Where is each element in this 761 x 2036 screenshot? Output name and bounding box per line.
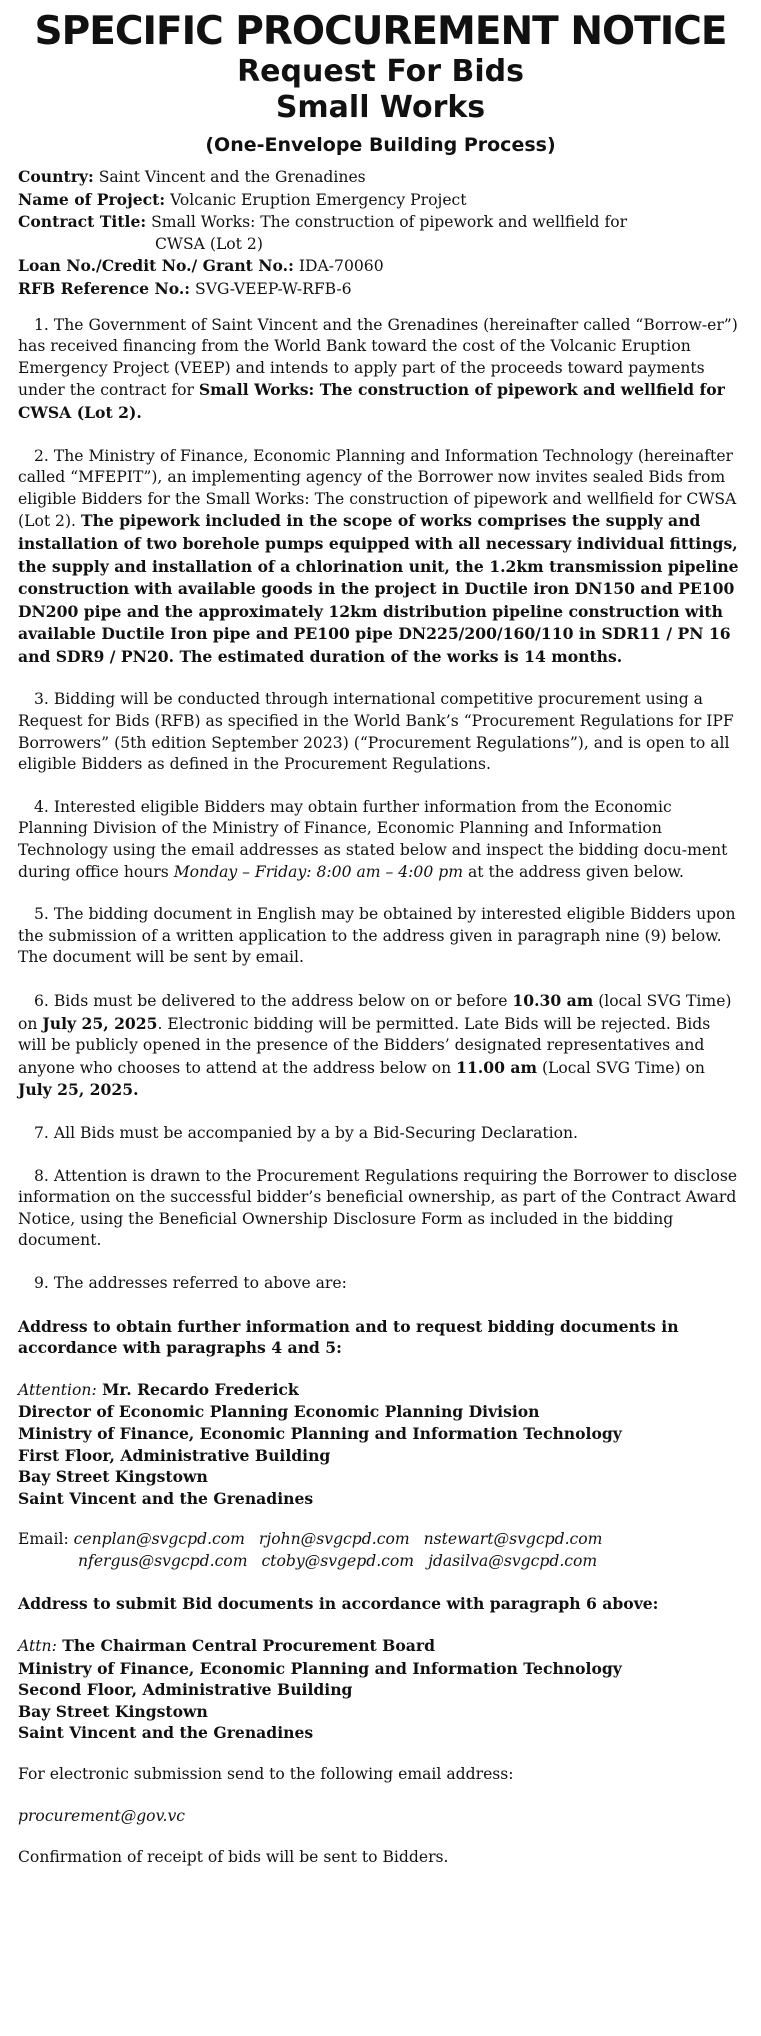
- procurement-email[interactable]: [18, 1806, 743, 1828]
- electronic-submission-text: For electronic submission send to the following email address:: [18, 1765, 514, 1784]
- paragraph-9: 9. The addresses referred to above are:: [34, 1273, 347, 1292]
- address-2-line-2: Second Floor, Administrative Building: [18, 1680, 353, 1700]
- address-2-line-1: Ministry of Finance, Economic Planning and Information Technology: [18, 1658, 622, 1678]
- paragraph-8: 8. Attention is drawn to the Procurement Regulations requiring the Borrower to disclose information on the successful bidder’s beneficial ownership, as part of the Contract Award Notice, using the Beneficial Ownership Disclosure Form as included in the bidding document.: [18, 1166, 738, 1250]
- paragraph-2: [18, 446, 743, 669]
- loan-value: IDA-70060: [298, 257, 384, 276]
- email-link[interactable]: nstewart@svgcpd.com: [423, 1530, 603, 1549]
- project-label: Name of Project:: [18, 189, 166, 209]
- address-1-line-2: Ministry of Finance, Economic Planning and Information Technology: [18, 1423, 622, 1443]
- paragraph-2-text: 2. The Ministry of Finance, Economic Planning and Information Technology (hereinafter called “MFEPIT”), an implementing agency of the Borrower now invites sealed Bids from eligible Bidders for the Small Works: The construction of pipework and wellfield for CWSA (Lot 2).: [18, 446, 737, 531]
- loan-label: Loan No./Credit No./ Grant No.:: [18, 256, 294, 276]
- paragraph-3: 3. Bidding will be conducted through international competitive procurement using a Request for Bids (RFB) as specified in the World Bank’s “Procurement Regulations for IPF Borrowers” (5th edition September 2023) (“Procurement Regulations”), and is open to all eligible Bidders as defined in the Procurement Regulations.: [18, 690, 734, 774]
- paragraph-6-b: (local SVG Time) on: [18, 992, 732, 1033]
- paragraph-5: 5. The bidding document in English may be obtained by interested eligible Bidders upon the submission of a written application to the address given in paragraph nine (9) below. The document will be sent by email.: [18, 905, 736, 967]
- email-link[interactable]: cenplan@svgcpd.com: [73, 1530, 245, 1549]
- address-1-attention: [18, 1379, 743, 1402]
- paragraph-4-tail: at the address given below.: [463, 862, 684, 881]
- paragraph-1: [18, 315, 743, 425]
- submission-time: 10.30 am: [512, 991, 594, 1010]
- country-label: Country:: [18, 167, 94, 186]
- bidding-process-label: (One-Envelope Building Process): [205, 134, 556, 156]
- rfb-row: [18, 278, 743, 301]
- paragraph-7: 7. All Bids must be accompanied by a by a Bid-Securing Declaration.: [34, 1123, 579, 1142]
- paragraph-4: [18, 797, 743, 883]
- email-link[interactable]: rjohn@svgcpd.com: [258, 1530, 410, 1549]
- address-1-line-5: Saint Vincent and the Grenadines: [18, 1488, 314, 1508]
- submission-date: July 25, 2025: [42, 1013, 158, 1033]
- attn-name: The Chairman Central Procurement Board: [62, 1636, 435, 1656]
- attn-label: Attn:: [18, 1637, 57, 1656]
- address-2-block: [18, 1635, 743, 1744]
- address-1-line-1: Director of Economic Planning Economic Planning Division: [18, 1402, 540, 1422]
- contract-row-continued: [18, 234, 743, 256]
- email-contacts-second-line: [18, 1551, 743, 1573]
- address-1-block: [18, 1379, 743, 1510]
- opening-date: July 25, 2025.: [18, 1080, 139, 1100]
- procurement-notice-page: [8, 8, 753, 2020]
- email-link[interactable]: ctoby@svgepd.com: [261, 1551, 415, 1570]
- address-1-heading: Address to obtain further information and to request bidding documents in accordance with paragraphs 4 and 5:: [18, 1316, 679, 1358]
- attention-label: Attention:: [18, 1380, 97, 1399]
- paragraph-6-a: 6. Bids must be delivered to the address below on or before: [34, 992, 513, 1010]
- office-hours: Monday – Friday: 8:00 am – 4:00 pm: [173, 862, 463, 881]
- notice-subtitle-rfb: Request For Bids: [237, 54, 524, 89]
- email-contacts: [18, 1529, 743, 1572]
- confirmation-text: Confirmation of receipt of bids will be sent to Bidders.: [18, 1848, 449, 1867]
- paragraph-2-scope: The pipework included in the scope of works comprises the supply and installation of two borehole pumps equipped with all necessary individual fittings, the supply and installation of a chlorination unit, the 1.2km transmission pipeline construction with available goods in the project in Ductile iron DN150 and PE100 DN200 pipe and the approximately 12km distribution pipeline construction with available Ductile Iron pipe and PE100 pipe DN225/200/160/110 in SDR11 / PN 16 and SDR9 / PN20. The estimated duration of the works is 14 months.: [18, 511, 739, 666]
- contract-row: [18, 211, 743, 234]
- rfb-label: RFB Reference No.:: [18, 278, 191, 298]
- address-2-heading: Address to submit Bid documents in accordance with paragraph 6 above:: [18, 1594, 659, 1614]
- contract-value-line1: Small Works: The construction of pipework and wellfield for: [151, 213, 628, 232]
- contract-label: Contract Title:: [18, 212, 147, 232]
- paragraph-6: [18, 990, 743, 1102]
- paragraph-1-contract-title: Small Works: The construction of pipework and wellfield for CWSA (Lot 2).: [18, 380, 725, 422]
- paragraph-6-d: (Local SVG Time) on: [536, 1058, 705, 1077]
- opening-time: 11.00 am: [456, 1057, 537, 1077]
- address-1-line-3: First Floor, Administrative Building: [18, 1445, 331, 1465]
- procurement-email-link[interactable]: procurement@gov.vc: [18, 1806, 186, 1825]
- paragraph-6-c: . Electronic bidding will be permitted. Late Bids will be rejected. Bids will be publicly opened in the presence of the Bidders’ designated representatives and anyone who chooses to attend at the address below on: [18, 1014, 711, 1077]
- country-value: Saint Vincent and the Grenadines: [98, 168, 366, 186]
- contract-value-line2: CWSA (Lot 2): [155, 234, 263, 253]
- project-row: [18, 189, 743, 212]
- paragraph-4-text: 4. Interested eligible Bidders may obtain further information from the Economic Planning Division of the Ministry of Finance, Economic Planning and Information Technology using the email addresses as stated below and inspect the bidding docu-ment during office hours: [18, 797, 728, 881]
- address-2-line-4: Saint Vincent and the Grenadines: [18, 1723, 314, 1743]
- address-1-line-4: Bay Street Kingstown: [18, 1467, 208, 1487]
- paragraph-1-text: 1. The Government of Saint Vincent and the Grenadines (hereinafter called “Borrow-er”) has received financing from the World Bank toward the cost of the Volcanic Eruption Emergency Project (VEEP) and intends to apply part of the proceeds toward payments under the contract for: [18, 315, 738, 400]
- loan-row: [18, 255, 743, 278]
- address-2-attention: [18, 1635, 743, 1658]
- email-link[interactable]: jdasilva@svgcpd.com: [428, 1551, 598, 1570]
- email-link[interactable]: nfergus@svgcpd.com: [78, 1551, 248, 1570]
- country-row: [18, 166, 743, 189]
- project-value: Volcanic Eruption Emergency Project: [170, 190, 467, 209]
- email-label: Email:: [18, 1530, 69, 1549]
- rfb-value: SVG-VEEP-W-RFB-6: [195, 279, 352, 298]
- notice-subtitle-small-works: Small Works: [275, 90, 486, 125]
- notice-title: SPECIFIC PROCUREMENT NOTICE: [34, 9, 727, 54]
- notice-metadata: [18, 166, 743, 301]
- attention-name: Mr. Recardo Frederick: [102, 1379, 299, 1399]
- address-2-line-3: Bay Street Kingstown: [18, 1701, 208, 1721]
